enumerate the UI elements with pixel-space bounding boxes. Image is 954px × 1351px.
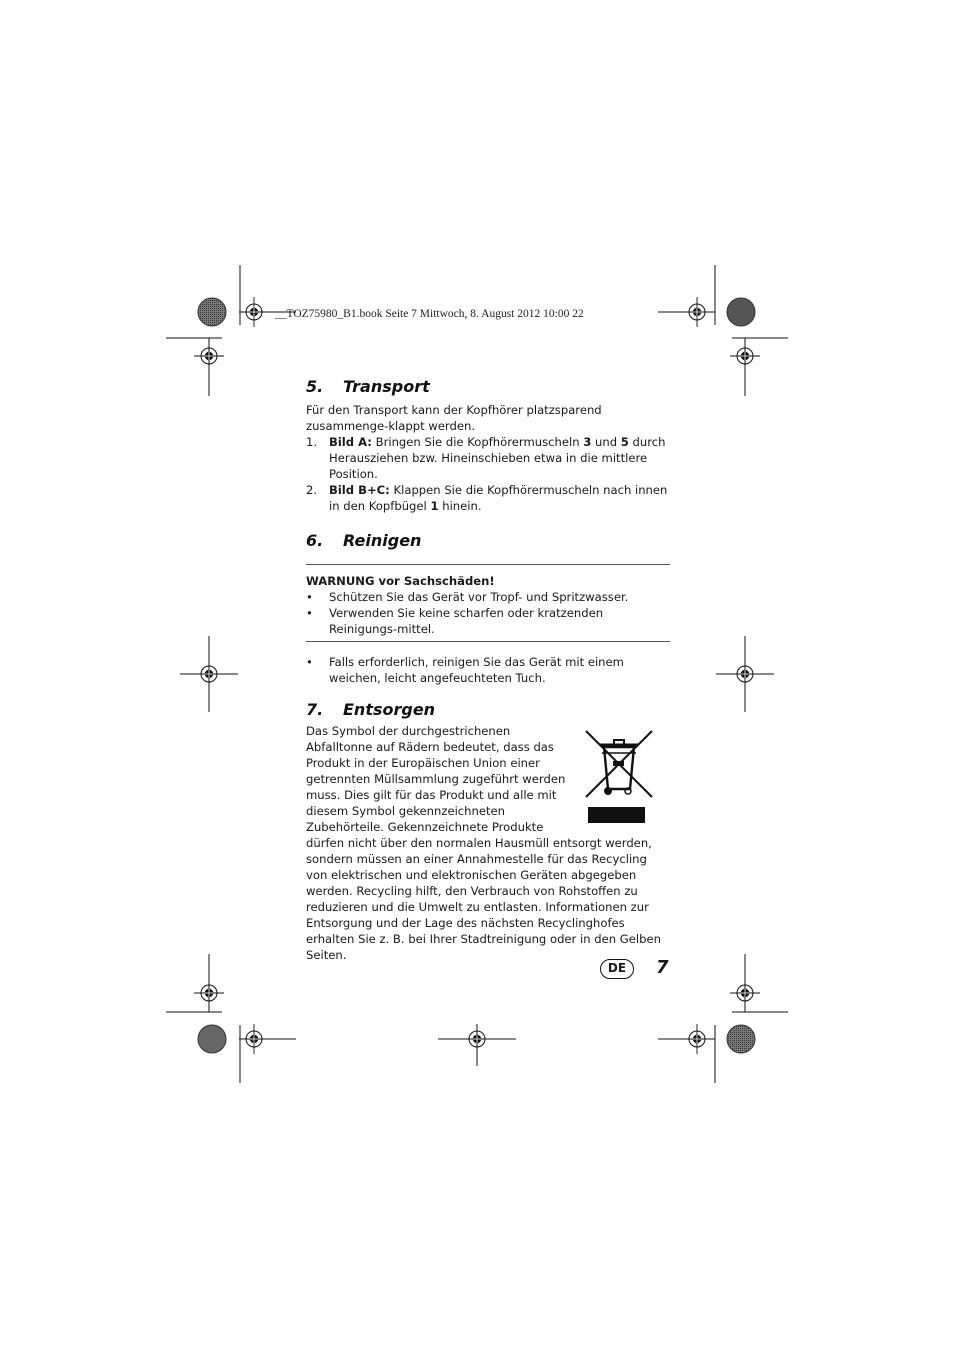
- bullet: •: [306, 606, 313, 620]
- page-number: 7: [656, 957, 669, 978]
- page-content: [306, 376, 670, 963]
- figure-ref: Bild A:: [329, 435, 372, 449]
- registration-mark-icon: [730, 978, 760, 1008]
- cleaning-text: Falls erforderlich, reinigen Sie das Gerät mit einem weichen, leicht angefeuchteten Tuch.: [329, 655, 624, 685]
- registration-mark-icon: [462, 1024, 492, 1054]
- language-badge: DE: [600, 959, 634, 979]
- list-item: [306, 605, 670, 637]
- list-item: [306, 482, 670, 514]
- figure-ref: Bild B+C:: [329, 483, 390, 497]
- part-number: 5: [620, 435, 629, 449]
- section-heading-cleaning: [306, 530, 670, 552]
- registration-mark-icon: [194, 659, 224, 689]
- list-marker: 1.: [306, 435, 318, 449]
- bullet: •: [306, 590, 313, 604]
- warning-title: WARNUNG vor Sachschäden!: [306, 574, 495, 588]
- step-text: durch Herausziehen bzw. Hineinschieben etwa in die mittlere Position.: [329, 435, 666, 481]
- step-text: Klappen Sie die Kopfhörermuscheln nach innen in den Kopfbügel: [329, 483, 668, 513]
- registration-mark-icon: [730, 659, 760, 689]
- registration-mark-icon: [194, 978, 224, 1008]
- section-title: Reinigen: [343, 531, 422, 550]
- list-item: [306, 654, 670, 686]
- registration-mark-icon: [730, 341, 760, 371]
- section-number: 5.: [306, 377, 324, 396]
- registration-mark-icon: [682, 1024, 712, 1054]
- registration-mark-icon: [239, 1024, 269, 1054]
- print-info-line: __TOZ75980_B1.book Seite 7 Mittwoch, 8. August 2012 10:00 22: [275, 308, 584, 320]
- divider: [306, 641, 670, 642]
- transport-intro: Für den Transport kann der Kopfhörer platzsparend zusammenge-klappt werden.: [306, 403, 602, 433]
- registration-mark-icon: [239, 297, 269, 327]
- registration-mark-icon: [682, 297, 712, 327]
- list-marker: 2.: [306, 483, 318, 497]
- section-number: 6.: [306, 531, 324, 550]
- disposal-text: Das Symbol der durchgestrichenen Abfalltonne auf Rädern bedeutet, dass das Produkt in der Europäischen Union einer getrennten Müllsammlung zugeführt werden muss. Dies gilt für das Produkt und alle mit diesem Symbol gekennzeichneten Zubehörteile. Gekennzeichnete Produkte dürfen nicht über den normalen Hausmüll entsorgt werden, sondern müssen an einer Annahmestelle für das Recycling von elektrischen und elektronischen Geräten abgegeben werden. Recycling hilft, den Verbrauch von Rohstoffen zu reduzieren und die Umwelt zu entlasten. Informationen zur Entsorgung und der Lage des nächsten Recyclinghofes erhalten Sie z. B. bei Ihrer Stadtreinigung oder in den Gelben Seiten.: [306, 724, 661, 962]
- section-title: Entsorgen: [343, 700, 436, 719]
- warning-text: Schützen Sie das Gerät vor Tropf- und Spritzwasser.: [329, 590, 629, 604]
- crossed-out-wheelie-bin-icon: [580, 727, 670, 827]
- warning-text: Verwenden Sie keine scharfen oder kratzenden Reinigungs-mittel.: [329, 606, 604, 636]
- bullet: •: [306, 655, 313, 669]
- disposal-block: [306, 723, 670, 963]
- section-number: 7.: [306, 700, 324, 719]
- page-footer: [600, 957, 672, 981]
- list-item: [306, 434, 670, 482]
- part-number: 3: [583, 435, 592, 449]
- part-number: 1: [430, 499, 439, 513]
- divider: [306, 564, 670, 565]
- registration-mark-icon: [194, 341, 224, 371]
- step-text: und: [591, 435, 621, 449]
- section-title: Transport: [343, 377, 430, 396]
- step-text: Bringen Sie die Kopfhörermuscheln: [371, 435, 584, 449]
- list-item: [306, 589, 670, 605]
- section-heading-disposal: [306, 699, 670, 721]
- step-text: hinein.: [438, 499, 482, 513]
- section-heading-transport: [306, 376, 670, 398]
